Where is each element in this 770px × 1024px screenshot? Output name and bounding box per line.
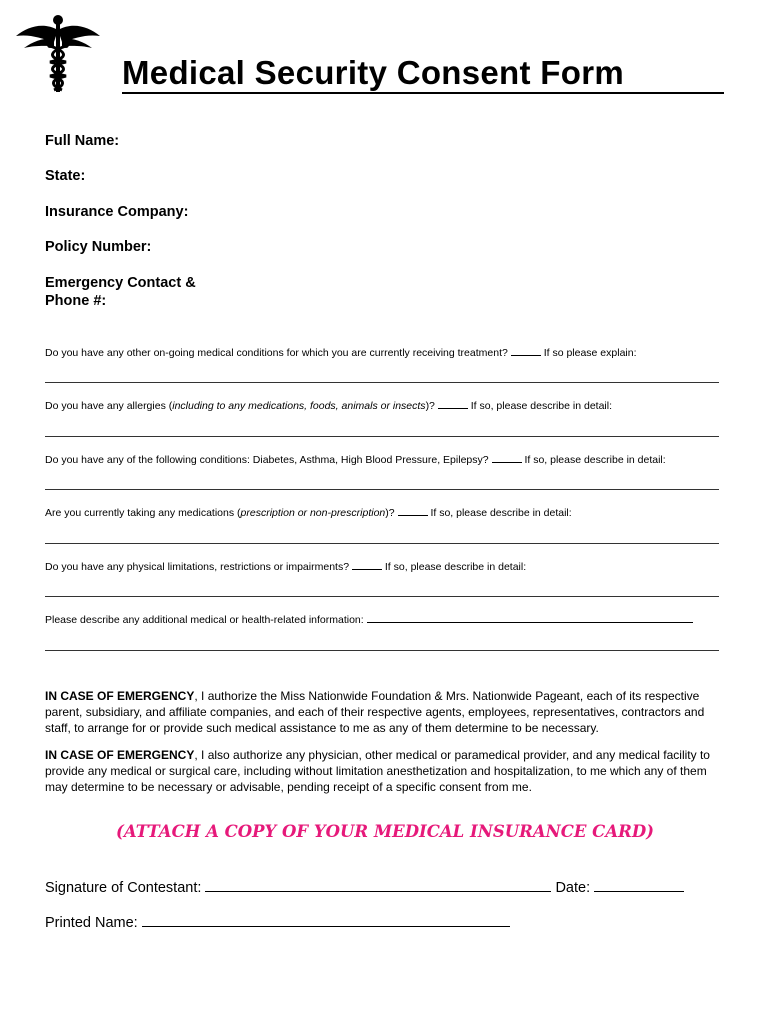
full-name-label: Full Name: bbox=[45, 133, 120, 149]
question-followup: If so, please describe in detail: bbox=[384, 561, 527, 573]
page-title: Medical Security Consent Form bbox=[122, 54, 624, 91]
question-text: Do you have any other on-going medical conditions for which you are currently receiving treatment? bbox=[45, 347, 508, 359]
answer-line[interactable] bbox=[45, 650, 719, 651]
emergency-contact-line2: Phone #: bbox=[45, 293, 107, 309]
state-label: State: bbox=[45, 168, 86, 184]
yes-no-blank[interactable] bbox=[438, 399, 468, 409]
question-italic: including to any medications, foods, animals or insects bbox=[172, 400, 426, 412]
question-italic: prescription or non-prescription bbox=[240, 507, 386, 519]
question-text-end: )? bbox=[385, 507, 395, 519]
question-followup: If so please explain: bbox=[543, 347, 637, 359]
question-allergies bbox=[45, 399, 725, 413]
answer-line[interactable] bbox=[45, 489, 719, 490]
question-text: Are you currently taking any medications ( bbox=[45, 507, 241, 519]
question-text: Do you have any physical limitations, restrictions or impairments? bbox=[45, 561, 350, 573]
printed-name-label: Printed Name: bbox=[45, 915, 138, 931]
date-label: Date: bbox=[555, 880, 591, 896]
emergency-text: , I also authorize any physician, other medical or paramedical provider, and any medical facility to provide any medical or surgical care, including without limitation anesthetization and hospitalization, to me which any of them may determine to be necessary or advisable, pending receipt of a specific consent from me. bbox=[45, 748, 710, 794]
question-conditions bbox=[45, 453, 725, 467]
question-ongoing-conditions bbox=[45, 346, 725, 360]
emergency-text: , I authorize the Miss Nationwide Foundation & Mrs. Nationwide Pageant, each of its respective parent, subsidiary, and affiliate companies, and each of their respective agents, employees, representatives, contractors and staff, to arrange for or provide such medical assistance to me as any of them determine to be necessary. bbox=[45, 689, 705, 735]
emergency-heading: IN CASE OF EMERGENCY bbox=[45, 689, 195, 703]
yes-no-blank[interactable] bbox=[352, 560, 382, 570]
answer-line[interactable] bbox=[45, 436, 719, 437]
emergency-paragraph-1 bbox=[45, 688, 727, 736]
question-text: Do you have any of the following conditions: Diabetes, Asthma, High Blood Pressure, Epilepsy? bbox=[45, 454, 489, 466]
answer-line[interactable] bbox=[45, 596, 719, 597]
additional-info-question bbox=[45, 613, 725, 627]
question-text: Do you have any allergies ( bbox=[45, 400, 173, 412]
yes-no-blank[interactable] bbox=[511, 346, 541, 356]
printed-name-row bbox=[45, 914, 510, 932]
emergency-heading: IN CASE OF EMERGENCY bbox=[45, 748, 195, 762]
emergency-paragraph-2 bbox=[45, 747, 727, 795]
question-physical-limitations bbox=[45, 560, 725, 574]
question-text-end: )? bbox=[425, 400, 435, 412]
insurance-company-label: Insurance Company: bbox=[45, 204, 189, 220]
signature-blank[interactable] bbox=[205, 879, 551, 892]
question-followup: If so, please describe in detail: bbox=[524, 454, 666, 466]
additional-info-blank[interactable] bbox=[367, 613, 693, 623]
answer-line[interactable] bbox=[45, 382, 719, 383]
signature-row bbox=[45, 879, 684, 897]
signature-label: Signature of Contestant: bbox=[45, 880, 202, 896]
attach-insurance-card-note: (ATTACH A COPY OF YOUR MEDICAL INSURANCE CARD) bbox=[116, 822, 654, 841]
answer-line[interactable] bbox=[45, 543, 719, 544]
date-blank[interactable] bbox=[594, 879, 684, 892]
policy-number-label: Policy Number: bbox=[45, 239, 152, 255]
emergency-contact-line1: Emergency Contact & bbox=[45, 275, 196, 291]
question-text: Please describe any additional medical or health-related information: bbox=[45, 614, 364, 626]
printed-name-blank[interactable] bbox=[142, 914, 510, 927]
question-followup: If so, please describe in detail: bbox=[430, 507, 572, 519]
emergency-contact-label bbox=[45, 274, 196, 310]
title-underline bbox=[122, 92, 724, 94]
question-followup: If so, please describe in detail: bbox=[470, 400, 612, 412]
yes-no-blank[interactable] bbox=[492, 453, 522, 463]
yes-no-blank[interactable] bbox=[398, 506, 428, 516]
question-medications bbox=[45, 506, 725, 520]
caduceus-icon bbox=[14, 12, 102, 94]
